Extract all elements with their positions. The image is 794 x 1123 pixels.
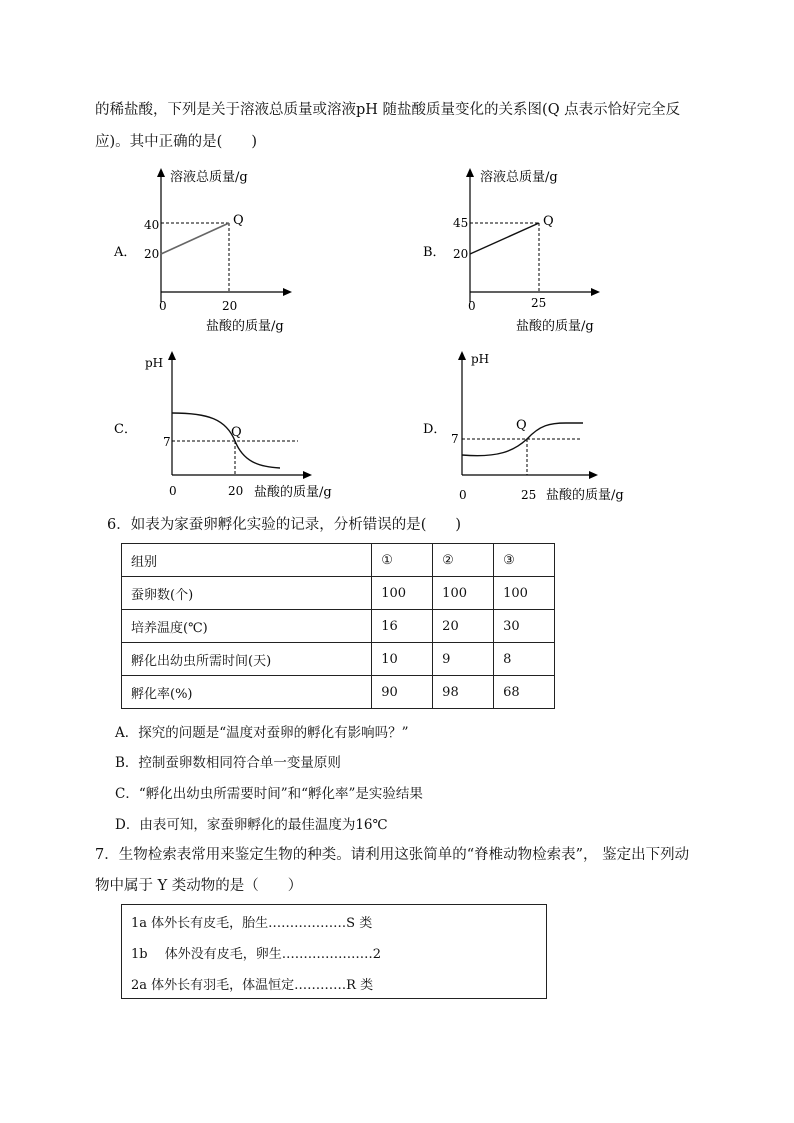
table-cell: 30: [494, 610, 555, 643]
table-cell: ③: [494, 544, 555, 577]
graph-a-y-tick-20: 20: [144, 247, 160, 261]
q6-option-c: C．“孵化出幼虫所需要时间”和“孵化率”是实验结果: [115, 786, 423, 802]
graph-d: [418, 345, 658, 505]
graph-a-option-label: A．: [114, 245, 137, 260]
graph-a-x-tick-20: 20: [222, 299, 238, 313]
graph-b-origin: 0: [468, 299, 476, 313]
graph-d-x-label: 盐酸的质量/g: [546, 488, 624, 503]
q6-option-a: A．探究的问题是“温度对蚕卵的孵化有影响吗？”: [115, 725, 409, 741]
table-cell: 培养温度(℃): [122, 610, 372, 643]
graph-a-y-tick-40: 40: [144, 218, 160, 232]
graph-d-x-tick-25: 25: [521, 488, 537, 502]
table-cell: 9: [433, 643, 494, 676]
graph-a-origin: 0: [159, 299, 167, 313]
table-cell: 8: [494, 643, 555, 676]
graph-d-x-arrow: [589, 471, 598, 479]
key-line-2a: 2a 体外长有羽毛，体温恒定…………R 类: [131, 978, 374, 993]
graph-a-point-q: Q: [233, 213, 244, 228]
graph-c-option-label: C．: [114, 422, 137, 437]
graph-c-x-tick-20: 20: [228, 484, 244, 498]
table-row: [122, 676, 555, 709]
graph-a-y-label: 溶液总质量/g: [170, 170, 248, 185]
graph-c-origin: 0: [169, 484, 177, 498]
graph-b-y-tick-45: 45: [453, 216, 469, 230]
graph-b-point-q: Q: [543, 214, 554, 229]
q6-option-b: B．控制蚕卵数相同符合单一变量原则: [115, 755, 341, 771]
table-cell: 68: [494, 676, 555, 709]
graph-c-y-tick-7: 7: [163, 435, 171, 449]
table-cell: 90: [372, 676, 433, 709]
graph-c-x-label: 盐酸的质量/g: [254, 485, 332, 500]
dichotomous-key-box: [121, 904, 547, 999]
q7-stem-line1: 7．生物检索表常用来鉴定生物的种类。请利用这张简单的“脊椎动物检索表”， 鉴定出下列动: [95, 847, 690, 863]
q5-stem-line2: 应)。其中正确的是( ): [95, 134, 257, 150]
graph-b-x-arrow: [591, 288, 600, 296]
table-cell: 组别: [122, 544, 372, 577]
table-cell: ①: [372, 544, 433, 577]
table-cell: 100: [433, 577, 494, 610]
table-row: [122, 643, 555, 676]
table-header-row: [122, 544, 555, 577]
graph-b-option-label: B．: [423, 245, 446, 260]
graph-a-y-arrow: [157, 168, 165, 177]
graph-c-y-label: pH: [145, 356, 164, 370]
table-cell: 98: [433, 676, 494, 709]
table-cell: 孵化出幼虫所需时间(天): [122, 643, 372, 676]
table-cell: 20: [433, 610, 494, 643]
graph-a-curve: [161, 223, 229, 254]
graph-d-point-q: Q: [516, 418, 527, 433]
graph-c-x-arrow: [303, 471, 312, 479]
table-row: [122, 577, 555, 610]
graph-b-y-arrow: [466, 168, 474, 177]
graph-d-y-arrow: [458, 351, 466, 360]
table-cell: 100: [494, 577, 555, 610]
table-cell: 蚕卵数(个): [122, 577, 372, 610]
graph-c-y-arrow: [168, 351, 176, 360]
graph-d-origin: 0: [459, 488, 467, 502]
q6-table: [121, 543, 555, 709]
graph-c-point-q: Q: [231, 425, 242, 440]
q7-stem-line2: 物中属于 Y 类动物的是（ ）: [95, 878, 303, 894]
table-cell: 16: [372, 610, 433, 643]
graph-a: [108, 162, 308, 337]
graph-a-x-arrow: [283, 288, 292, 296]
graph-b-curve: [470, 223, 539, 254]
table-cell: 10: [372, 643, 433, 676]
graph-b-y-label: 溶液总质量/g: [480, 170, 558, 185]
graph-d-option-label: D．: [423, 422, 447, 437]
key-line-1b: 1b 体外没有皮毛，卵生…………………2: [131, 947, 381, 962]
graph-b-x-tick-25: 25: [531, 296, 547, 310]
key-line-1a: 1a 体外长有皮毛，胎生………………S 类: [131, 916, 373, 931]
table-row: [122, 610, 555, 643]
table-cell: 100: [372, 577, 433, 610]
graph-a-x-label: 盐酸的质量/g: [206, 319, 284, 334]
graph-b-x-label: 盐酸的质量/g: [516, 319, 594, 334]
graph-b: [418, 162, 618, 337]
graph-c: [108, 345, 348, 505]
graph-b-y-tick-20: 20: [453, 247, 469, 261]
q6-option-d: D．由表可知，家蚕卵孵化的最佳温度为16℃: [115, 817, 388, 833]
table-cell: ②: [433, 544, 494, 577]
table-cell: 孵化率(%): [122, 676, 372, 709]
graph-d-y-label: pH: [471, 352, 490, 366]
q5-stem-line1: 的稀盐酸，下列是关于溶液总质量或溶液pH 随盐酸质量变化的关系图(Q 点表示恰好完全反: [95, 102, 681, 118]
graph-d-y-tick-7: 7: [451, 432, 459, 446]
q6-stem: 6．如表为家蚕卵孵化实验的记录，分析错误的是( ): [107, 517, 462, 533]
